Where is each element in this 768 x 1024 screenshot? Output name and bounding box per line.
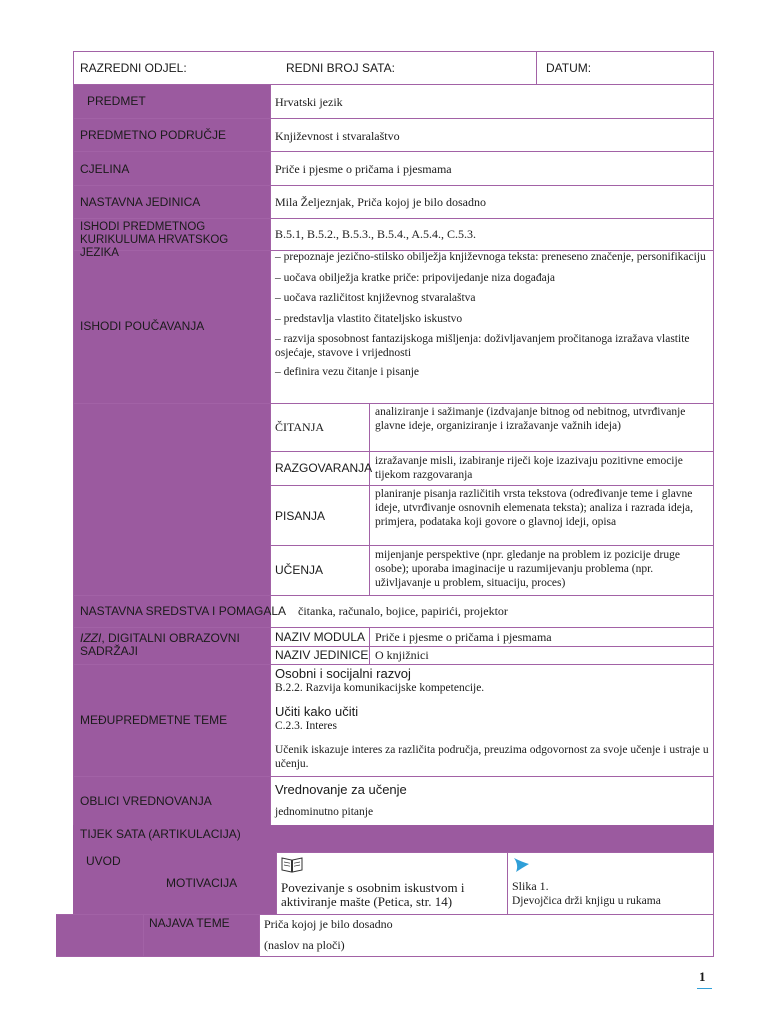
vrednovanje-text: jednominutno pitanje xyxy=(275,806,374,818)
ishodi-poucavanja-list xyxy=(275,251,711,380)
izzi-label xyxy=(80,632,266,658)
tema2-title: Učiti kako učiti xyxy=(275,704,359,719)
ishod-item: – prepoznaje jezično-stilsko obilježja književnoga teksta: preneseno značenje, personifikaciju xyxy=(275,251,706,263)
cjelina-value: Priče i pjesme o pričama i pjesmama xyxy=(275,162,452,176)
slika-label: Slika 1. xyxy=(512,879,549,893)
ucenja-value: mijenjanje perspektive (npr. gledanje na problem iz pozicije druge osobe); uporaba imaginacije u razumijevanju problema (npr. uživljavanje u problem, situaciju, proces) xyxy=(375,549,680,589)
jedinica-value: Mila Željeznjak, Priča kojoj je bilo dosadno xyxy=(275,195,486,209)
izzi-label-italic: IZZI xyxy=(80,631,102,645)
sredstva-label: NASTAVNA SREDSTVA I POMAGALA xyxy=(80,604,287,618)
razredni-odjel-label: RAZREDNI ODJEL: xyxy=(80,61,187,75)
razgovaranja-value: izražavanje misli, izabiranje riječi koje izazivaju pozitivne emocije tijekom razgovaranja xyxy=(375,455,683,481)
ishodi-kurikuluma-value: B.5.1, B.5.2., B.5.3., B.5.4., A.5.4., C.5.3. xyxy=(275,227,477,241)
vrednovanje-title: Vrednovanje za učenje xyxy=(275,782,407,797)
predmet-value: Hrvatski jezik xyxy=(275,95,343,109)
teme-label: MEĐUPREDMETNE TEME xyxy=(80,713,228,727)
predmet-label: PREDMET xyxy=(87,94,146,108)
motivacija-label: MOTIVACIJA xyxy=(166,876,238,890)
najava-line2: (naslov na ploči) xyxy=(264,938,345,952)
tijek-label: TIJEK SATA (ARTIKULACIJA) xyxy=(80,827,241,841)
cjelina-label: CJELINA xyxy=(80,162,130,176)
sredstva-value: čitanka, računalo, bojice, papirići, projektor xyxy=(298,604,508,618)
citanja-value: analiziranje i sažimanje (izdvajanje bitnog od nebitnog, utvrđivanje glavne ideje, organiziranje i izražavanje važnih ideja) xyxy=(375,406,686,432)
naziv-modula-value: Priče i pjesme o pričama i pjesmama xyxy=(375,630,552,644)
ishodi-poucavanja-label: ISHODI POUČAVANJA xyxy=(80,319,205,333)
izzi-label-rest: , DIGITALNI OBRAZOVNI SADRŽAJI xyxy=(80,631,240,658)
naziv-jedinice-value: O knjižnici xyxy=(375,648,429,662)
ishod-item: – definira vezu čitanje i pisanje xyxy=(275,366,420,378)
ishod-item: – uočava obilježja kratke priče: pripovijedanje niza događaja xyxy=(275,271,556,284)
tema1-text: B.2.2. Razvija komunikacijske kompetencije. xyxy=(275,682,485,694)
razgovaranja-label: RAZGOVARANJA xyxy=(275,461,373,475)
ishod-item: – uočava različitost književnog stvaralaštva xyxy=(275,292,476,304)
naziv-jedinice-label: NAZIV JEDINICE xyxy=(275,648,369,662)
page-number: 1 xyxy=(699,969,706,984)
tema2-text: C.2.3. Interes xyxy=(275,720,337,732)
slika-text: Djevojčica drži knjigu u rukama xyxy=(512,895,661,907)
pisanja-value: planiranje pisanja različitih vrsta tekstova (određivanje teme i glavne ideje, utvrđivanje osnovnih elemenata teksta); analiza i razrada ideja, primjera, podataka koji govore o glavnoj ideji, opisa xyxy=(375,488,694,528)
uvod-label: UVOD xyxy=(86,854,121,868)
ishodi-kurikuluma-label: ISHODI PREDMETNOG KURIKULUMA HRVATSKOG JEZIKA xyxy=(80,221,229,259)
tema1-title: Osobni i socijalni razvoj xyxy=(275,666,411,681)
jedinica-label: NASTAVNA JEDINICA xyxy=(80,195,201,209)
podrucje-value: Književnost i stvaralaštvo xyxy=(275,129,400,143)
podrucje-label: PREDMETNO PODRUČJE xyxy=(80,128,227,142)
pisanja-label: PISANJA xyxy=(275,509,326,523)
citanja-label: ČITANJA xyxy=(275,420,325,434)
play-triangle-icon[interactable] xyxy=(512,856,532,874)
ishod-item: – razvija sposobnost fantazijskoga mišljenja: doživljavanjem pročitanoga izražava vlastite osjećaje, stavove i vrijednosti xyxy=(275,333,690,359)
page-number-underline xyxy=(697,988,712,989)
open-book-icon xyxy=(281,855,303,873)
ishod-item: – predstavlja vlastito čitateljsko iskustvo xyxy=(275,312,463,325)
datum-label: DATUM: xyxy=(546,61,592,75)
najava-label: NAJAVA TEME xyxy=(149,916,230,930)
tema2-desc: Učenik iskazuje interes za različita područja, preuzima odgovornost za svoje učenje i ustraje u učenju. xyxy=(275,744,709,770)
ucenja-label: UČENJA xyxy=(275,563,324,577)
naziv-modula-label: NAZIV MODULA xyxy=(275,630,366,644)
vrednovanje-label: OBLICI VREDNOVANJA xyxy=(80,794,212,808)
motivacija-text: Povezivanje s osobnim iskustvom i aktiviranje mašte (Petica, str. 14) xyxy=(281,880,465,909)
najava-line1: Priča kojoj je bilo dosadno xyxy=(264,917,393,931)
redni-broj-label: REDNI BROJ SATA: xyxy=(286,61,395,75)
